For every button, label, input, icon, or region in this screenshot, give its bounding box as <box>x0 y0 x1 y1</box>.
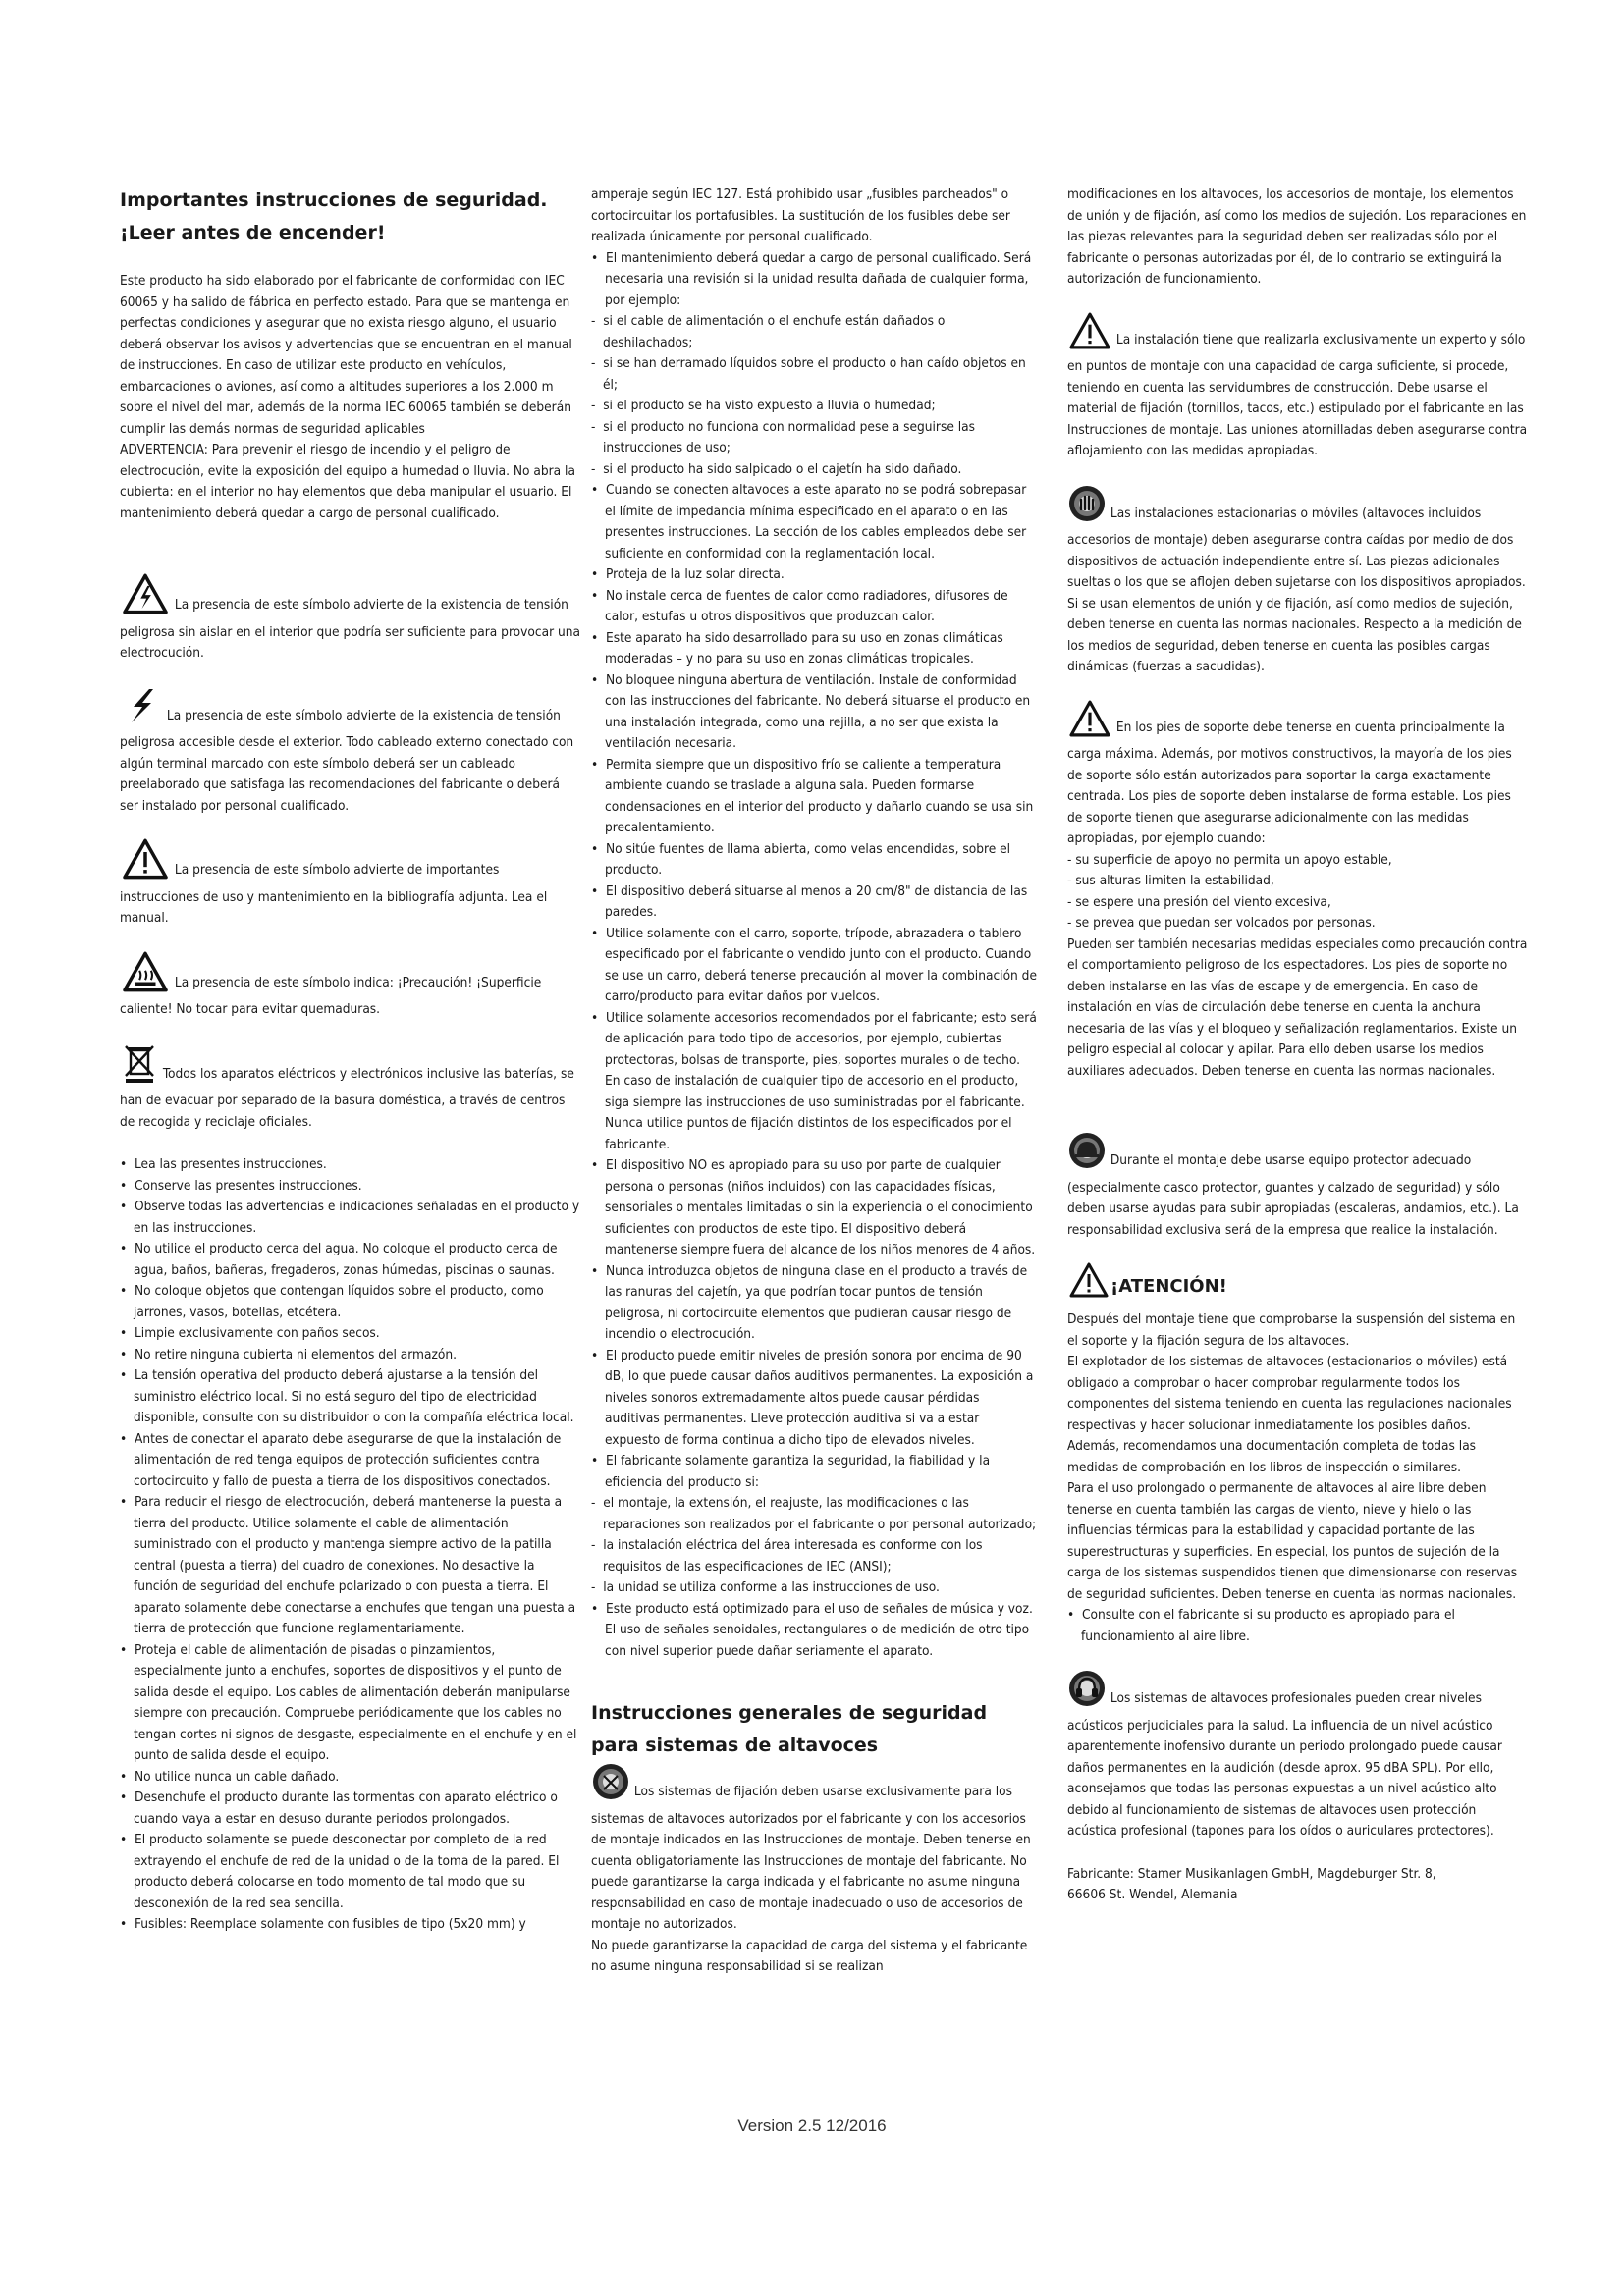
symbol-paragraph-voltage <box>120 573 581 665</box>
lightning-triangle-icon <box>120 573 171 622</box>
modifications-continuation: modificaciones en los altavoces, los accesorios de montaje, los elementos de unión y de fijación, así como los medios de sujeción. Los reparaciones en las piezas relevantes para la seguridad deben ser realizadas sólo por el fabricante o personas autorizadas por él, de lo contrario se extinguirá la autorización de funcionamiento. <box>1067 187 1527 287</box>
list-item: • Cuando se conecten altavoces a este aparato no se podrá sobrepasar el límite de impedancia mínima especificado en el aparato o en las presentes instrucciones. La sección de los cables empleados debe ser suficiente en conformidad con la reglamentación local. <box>591 482 1027 561</box>
list-item: • Fusibles: Reemplace solamente con fusibles de tipo (5x20 mm) y <box>120 1916 526 1932</box>
dash-item: - la instalación eléctrica del área interesada es conforme con los requisitos de las especificaciones de IEC (ANSI); <box>591 1537 983 1575</box>
column-2 <box>591 185 1037 1978</box>
list-item: • No bloquee ninguna abertura de ventilación. Instale de conformidad con las instrucciones del fabricante. No deberá situarse el producto en una instalación integrada, como una rejilla, a no ser que exista la ventilación necesaria. <box>591 671 1031 751</box>
list-item: • Proteja de la luz solar directa. <box>591 566 785 582</box>
list-item: • Limpie exclusivamente con paños secos. <box>120 1325 380 1341</box>
list-item: • La tensión operativa del producto deberá ajustarse a la tensión del suministro eléctrico local. Si no está seguro del tipo de electricidad disponible, consulte con su distribuidor o con la compañía eléctrica local. <box>120 1367 574 1425</box>
exclamation-triangle-icon <box>1067 700 1112 745</box>
list-item: • Este aparato ha sido desarrollado para su uso en zonas climáticas moderadas – y no para su uso en zonas climáticas tropicales. <box>591 629 1003 667</box>
list-item: • No sitúe fuentes de llama abierta, como velas encendidas, sobre el producto. <box>591 840 1011 878</box>
hearing-text: Los sistemas de altavoces profesionales pueden crear niveles acústicos perjudiciales para la salud. La influencia de un nivel acústico aparentemente inofensivo durante un periodo prolongado puede causar daños permanentes en la audición (desde aprox. 95 dBA SPL). Por ello, aconsejamos que todas las personas expuestas a un nivel acústico alto debido al funcionamiento de sistemas de altavoces usen protección acústica profesional (tapones para los oídos o auriculares protectores). <box>1067 1690 1502 1839</box>
list-item: • Conserve las presentes instrucciones. <box>120 1177 362 1194</box>
safety-title-line1: Importantes instrucciones de seguridad. <box>120 189 548 211</box>
dash-item: - sus alturas limiten la estabilidad, <box>1067 873 1274 888</box>
list-item: • El producto puede emitir niveles de presión sonora por encima de 90 dB, lo que puede causar daños auditivos permanentes. La exposición a niveles sonoros extremadamente altos puede causar pérdidas auditivas permanentes. Lleve protección auditiva si va a estar expuesto de forma continua a dicho tipo de elevados niveles. <box>591 1347 1034 1448</box>
list-item: • No coloque objetos que contengan líquidos sobre el producto, como jarrones, vasos, botellas, etcétera. <box>120 1283 544 1320</box>
exclamation-triangle-icon <box>1067 312 1112 357</box>
attention-text-4: Para el uso prolongado o permanente de altavoces al aire libre deben tenerse en cuenta también las cargas de viento, nieve y hielo o las influencias térmicas para la estabilidad y capacidad portante de las superestructuras y superficies. En especial, los puntos de sujeción de la carga de los sistemas suspendidos tienen que dimensionarse con reservas de seguridad suficientes. Deben tenerse en cuenta las normas nacionales. <box>1067 1480 1518 1602</box>
hot-surface-triangle-icon <box>120 951 171 1000</box>
fixing-text-2: No puede garantizarse la capacidad de carga del sistema y el fabricante no asume ninguna responsabilidad si se realizan <box>591 1937 1028 1974</box>
list-item: • Utilice solamente accesorios recomendados por el fabricante; esto será de aplicación para todo tipo de accesorios, por ejemplo, cubiertas protectoras, bolsas de transporte, pies, soportes murales o de techo. En caso de instalación de cualquier tipo de accesorio en el producto, siga siempre las instrucciones de uso suministradas por el fabricante. Nunca utilice puntos de fijación distintos de los especificados por el fabricante. <box>591 1009 1037 1152</box>
list-item: • Desenchufe el producto durante las tormentas con aparato eléctrico o cuando vaya a estar en desuso durante periodos prolongados. <box>120 1789 558 1827</box>
dash-item: - su superficie de apoyo no permita un apoyo estable, <box>1067 851 1392 868</box>
list-item: • No instale cerca de fuentes de calor como radiadores, difusores de calor, estufas u otros dispositivos que produzcan calor. <box>591 587 1008 624</box>
safety-title-line2: ¡Leer antes de encender! <box>120 222 386 243</box>
symbol-text-weee: Todos los aparatos eléctricos y electrónicos inclusive las baterías, se han de evacuar por separado de la basura doméstica, a través de centros de recogida y reciclaje oficiales. <box>120 1065 574 1130</box>
attention-text-1: Después del montaje tiene que comprobarse la suspensión del sistema en el soporte y la fijación segura de los altavoces. <box>1067 1311 1516 1349</box>
fuse-continuation: amperaje según IEC 127. Está prohibido usar „fusibles parcheados" o cortocircuitar los portafusibles. La sustitución de los fusibles debe ser realizada únicamente por personal cualificado. <box>591 187 1010 244</box>
stands-after-text: Pueden ser también necesarias medidas especiales como precaución contra el comportamiento peligroso de los espectadores. Los pies de soporte no deben instalarse en las vías de escape y de emergencia. En caso de instalación en vías de circulación debe tenerse en cuenta la anchura necesaria de las vías y el bloqueo y señalización reglamentarios. Existe un peligro especial al colocar y apilar. Para ello deben usarse los medios auxiliares adecuados. Deben tenerse en cuenta las normas nacionales. <box>1067 935 1528 1079</box>
dash-item: - se prevea que puedan ser volcados por personas. <box>1067 915 1376 931</box>
list-item: • No utilice nunca un cable dañado. <box>120 1768 340 1785</box>
read-manual-icon <box>591 1762 630 1809</box>
safety-bullet-list <box>120 1154 581 1936</box>
speaker-title-line2: para sistemas de altavoces <box>591 1735 879 1756</box>
list-item: • Antes de conectar el aparato debe asegurarse de que la instalación de alimentación de red tenga equipos de protección suficientes contra cortocircuito y fallo de puesta a tierra de los dispositivos conectados. <box>120 1430 562 1489</box>
lightning-bolt-icon <box>120 686 163 733</box>
dash-item: - se espere una presión del viento excesiva, <box>1067 893 1331 910</box>
dash-item: - si se han derramado líquidos sobre el producto o han caído objetos en él; <box>591 355 1026 393</box>
stationary-paragraph <box>1067 484 1529 678</box>
symbol-paragraph-weee <box>120 1042 581 1134</box>
list-item: • El dispositivo deberá situarse al menos a 20 cm/8" de distancia de las paredes. <box>591 882 1028 920</box>
stationary-text: Las instalaciones estacionarias o móviles (altavoces incluidos accesorios de montaje) deben asegurarse contra caídas por medio de dos dispositivos de actuación independiente entre sí. Las piezas adicionales sueltas o los que se aflojen deben sujetarse con los dispositivos apropiados. Si se usan elementos de unión y de fijación, así como medios de sujeción, deben tenerse en cuenta las normas nacionales. Respecto a la medición de los medios de seguridad, deben tenerse en cuenta las posibles cargas dinámicas (fuerzas a sacudidas). <box>1067 505 1526 674</box>
symbol-text-exposed: La presencia de este símbolo advierte de la existencia de tensión peligrosa accesible desde el exterior. Todo cableado externo conectado con algún terminal marcado con este símbolo deberá ser un cableado preelaborado que satisfaga las recomendaciones del fabricante o deberá ser instalado por personal cualificado. <box>120 707 574 814</box>
exclamation-triangle-icon <box>120 838 171 887</box>
stands-paragraph <box>1067 700 1529 850</box>
dash-item: - si el producto ha sido salpicado o el cajetín ha sido dañado. <box>591 460 962 477</box>
dash-item: - si el producto se ha visto expuesto a lluvia o humedad; <box>591 398 936 413</box>
attention-title: ¡ATENCIÓN! <box>1110 1276 1227 1297</box>
symbol-paragraph-manual <box>120 838 581 930</box>
column-3 <box>1067 185 1529 1906</box>
dash-item: - el montaje, la extensión, el reajuste, las modificaciones o las reparaciones son realizados por el fabricante o por personal autorizado; <box>591 1495 1037 1532</box>
list-item: • Proteja el cable de alimentación de pisadas o pinzamientos, especialmente junto a enchufes, soportes de dispositivos y el punto de salida desde el equipo. Los cables de alimentación deberán manipularse siempre con precaución. Compruebe periódicamente que los cables no tengan cortes ni signos de desgaste, especialmente en el enchufe y en el punto de salida desde el equipo. <box>120 1641 577 1763</box>
list-item: • Para reducir el riesgo de electrocución, deberá mantenerse la puesta a tierra del producto. Utilice solamente el cable de alimentación suministrado con el producto y mantenga siempre activo de la patilla central (puesta a tierra) del cuadro de conexiones. No desactive la función de seguridad del enchufe polarizado o con puesta a tierra. El aparato solamente debe conectarse a enchufes que tengan una puesta a tierra de protección que funcione reglamentariamente. <box>120 1494 576 1636</box>
speaker-title-line1: Instrucciones generales de seguridad <box>591 1702 988 1724</box>
list-item: • Consulte con el fabricante si su producto es apropiado para el funcionamiento al aire libre. <box>1067 1607 1455 1644</box>
symbol-text-hot: La presencia de este símbolo indica: ¡Precaución! ¡Superficie caliente! No tocar para evitar quemaduras. <box>120 974 542 1017</box>
fixing-paragraph <box>591 1762 1037 1936</box>
warning-paragraph: ADVERTENCIA: Para prevenir el riesgo de incendio y el peligro de electrocución, evite la exposición del equipo a humedad o lluvia. No abra la cubierta: en el interior no hay elementos que deba manipular el usuario. El mantenimiento deberá quedar a cargo de personal cualificado. <box>120 442 575 521</box>
symbol-paragraph-exposed <box>120 686 581 818</box>
list-item: • El mantenimiento deberá quedar a cargo de personal cualificado. Será necesaria una revisión si la unidad resulta dañada de cualquier forma, por ejemplo: <box>591 249 1032 308</box>
list-item: • Este producto está optimizado para el uso de señales de música y voz. El uso de señales senoidales, rectangulares o de medición de otro tipo con nivel superior puede dañar seriamente el aparato. <box>591 1600 1033 1659</box>
symbol-text-manual: La presencia de este símbolo advierte de importantes instrucciones de uso y mantenimiento en la bibliografía adjunta. Lea el manual. <box>120 862 548 926</box>
list-item: • El producto solamente se puede desconectar por completo de la red extrayendo el enchufe de red de la unidad o de la toma de la pared. El producto deberá colocarse en todo momento de tal modo que su desconexión de la red sea sencilla. <box>120 1832 560 1911</box>
list-item: • No retire ninguna cubierta ni elementos del armazón. <box>120 1346 457 1362</box>
dash-item: - si el cable de alimentación o el enchufe están dañados o deshilachados; <box>591 313 946 350</box>
version-footer: Version 2.5 12/2016 <box>737 2116 887 2135</box>
fixing-text: Los sistemas de fijación deben usarse exclusivamente para los sistemas de altavoces autorizados por el fabricante y con los accesorios de montaje indicados en las Instrucciones de montaje. Deben tenerse en cuenta obligatoriamente las Instrucciones de montaje del fabricante. No puede garantizarse la carga indicada y el fabricante no asume ninguna responsabilidad en caso de montaje inadecuado o uso de accesorios de montaje no autorizados. <box>591 1784 1031 1932</box>
exclamation-triangle-icon <box>1067 1262 1110 1309</box>
attention-text-2: El explotador de los sistemas de altavoces (estacionarios o móviles) está obligado a comprobar o hacer comprobar regularmente todos los componentes del sistema teniendo en cuenta las regulaciones nacionales respectivas y hacer solucionar inmediatamente los posibles daños. <box>1067 1354 1512 1433</box>
list-item: • Observe todas las advertencias e indicaciones señaladas en el producto y en las instrucciones. <box>120 1199 580 1236</box>
installation-paragraph <box>1067 312 1529 462</box>
list-item: • No utilice el producto cerca del agua. No coloque el producto cerca de agua, baños, bañeras, fregaderos, zonas húmedas, piscinas o saunas. <box>120 1241 558 1278</box>
installation-text: La instalación tiene que realizarla exclusivamente un experto y sólo en puntos de montaje con una capacidad de carga suficiente, si procede, teniendo en cuenta las servidumbres de construcción. Debe usarse el material de fijación (tornillos, tacos, etc.) estipulado por el fabricante en las Instrucciones de montaje. Las uniones atornilladas deben asegurarse contra aflojamiento con las medidas apropiadas. <box>1067 331 1528 458</box>
ear-protection-icon <box>1067 1669 1107 1716</box>
list-item: • El fabricante solamente garantiza la seguridad, la fiabilidad y la eficiencia del producto si: <box>591 1453 991 1490</box>
list-item: • Lea las presentes instrucciones. <box>120 1156 327 1172</box>
hand-protection-icon <box>1067 484 1107 531</box>
list-item: • Nunca introduzca objetos de ninguna clase en el producto a través de las ranuras del cajetín, ya que podrían tocar puntos de tensión peligrosa, ni cortocircuite elementos que pudieran causar riesgo de incendio o electrocución. <box>591 1262 1028 1342</box>
manufacturer-line-1: Fabricante: Stamer Musikanlagen GmbH, Magdeburger Str. 8, <box>1067 1865 1436 1882</box>
attention-heading <box>1067 1262 1529 1309</box>
stands-text: En los pies de soporte debe tenerse en cuenta principalmente la carga máxima. Además, por motivos constructivos, la mayoría de los pies de soporte sólo están autorizados para soportar la carga exactamente centrada. Los pies de soporte deben instalarse de forma estable. Los pies de soporte tienen que asegurarse adicionalmente con las medidas apropiadas, por ejemplo cuando: <box>1067 719 1512 846</box>
attention-text-3: Además, recomendamos una documentación completa de todas las medidas de comprobación en los libros de inspección o similares. <box>1067 1438 1477 1475</box>
helmet-text: Durante el montaje debe usarse equipo protector adecuado (especialmente casco protector, guantes y calzado de seguridad) y sólo deben usarse ayudas para subir apropiadas (escaleras, andamios, etc.). La responsabilidad exclusiva será de la empresa que realice la instalación. <box>1067 1152 1519 1238</box>
list-item: • Utilice solamente con el carro, soporte, trípode, abrazadera o tablero especificado por el fabricante o vendido junto con el producto. Cuando se use un carro, deberá tenerse precaución al mover la combinación de carro/producto para evitar daños por vuelcos. <box>591 925 1037 1004</box>
manufacturer-line-2: 66606 St. Wendel, Alemania <box>1067 1887 1238 1902</box>
dash-item: - si el producto no funciona con normalidad pese a seguirse las instrucciones de uso; <box>591 418 975 455</box>
intro-paragraph: Este producto ha sido elaborado por el fabricante de conformidad con IEC 60065 y ha salido de fábrica en perfecto estado. Para que se mantenga en perfectas condiciones y asegurar que no exista riesgo alguno, el usuario deberá observar los avisos y advertencias que se encuentran en el manual de instrucciones. En caso de utilizar este producto en vehículos, embarcaciones o aviones, así como a altitudes superiores a los 2.000 m sobre el nivel del mar, además de la norma IEC 60065 también se deberán cumplir las demás normas de seguridad aplicables <box>120 273 572 437</box>
crossed-bin-icon <box>120 1042 159 1092</box>
hearing-paragraph <box>1067 1669 1529 1842</box>
helmet-paragraph <box>1067 1131 1529 1241</box>
helmet-icon <box>1067 1131 1107 1178</box>
column-1 <box>120 185 581 1936</box>
list-item: • Permita siempre que un dispositivo frío se caliente a temperatura ambiente cuando se traslade a alguna sala. Pueden formarse condensaciones en el interior del producto y dañarlo cuando se usa sin precalentamiento. <box>591 756 1034 835</box>
dash-item: - la unidad se utiliza conforme a las instrucciones de uso. <box>591 1579 940 1595</box>
list-item: • El dispositivo NO es apropiado para su uso por parte de cualquier persona o personas (niños incluidos) con las capacidades físicas, sensoriales o mentales limitadas o sin la experiencia o el conocimiento suficientes con productos de este tipo. El dispositivo deberá mantenerse siempre fuera del alcance de los niños menores de 4 años. <box>591 1157 1036 1257</box>
symbol-text-voltage: La presencia de este símbolo advierte de la existencia de tensión peligrosa sin aislar en el interior que podría ser suficiente para provocar una electrocución. <box>120 597 580 661</box>
symbol-paragraph-hot <box>120 951 581 1021</box>
